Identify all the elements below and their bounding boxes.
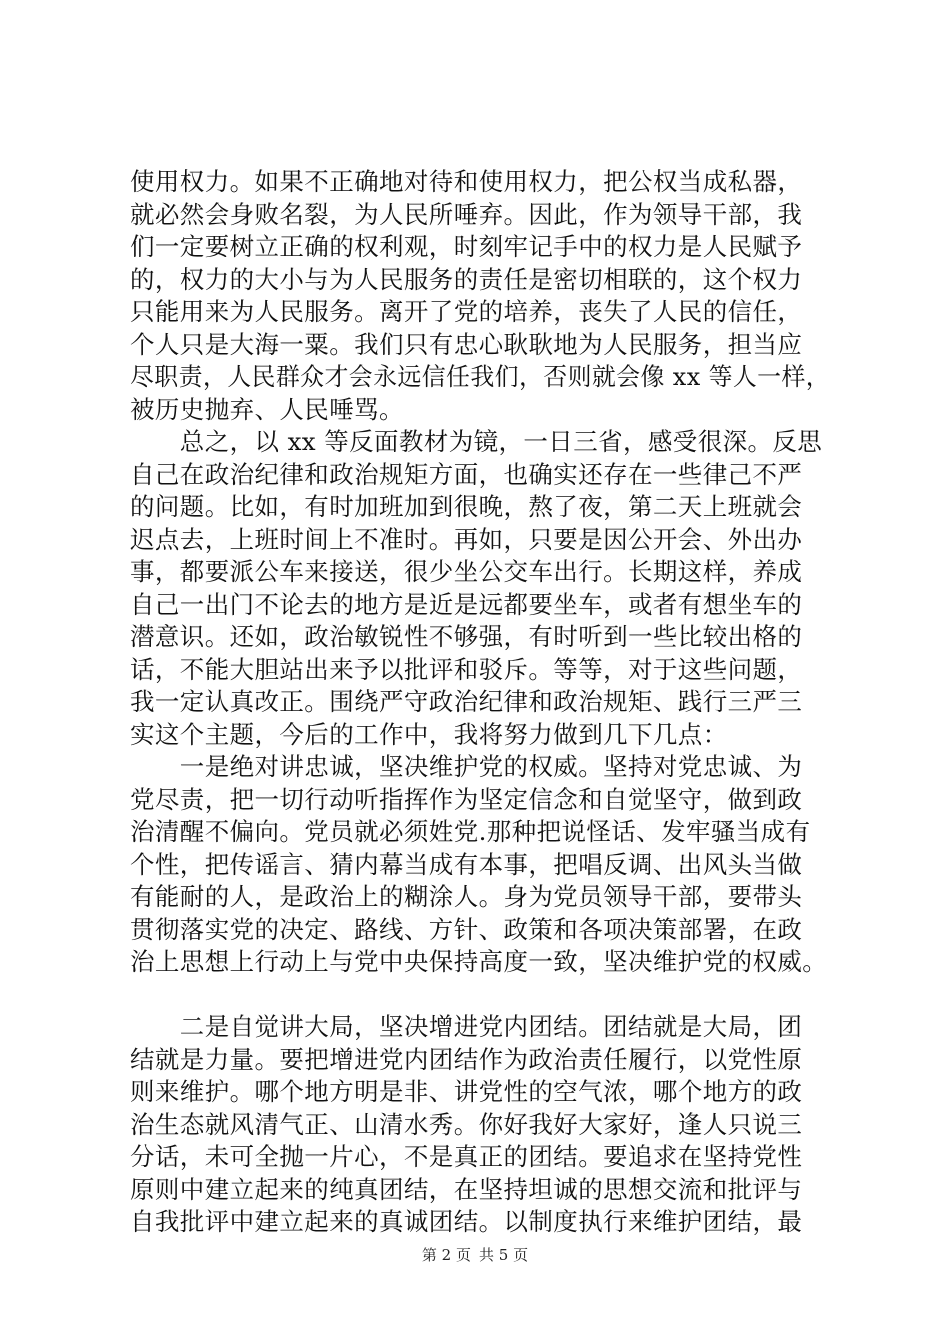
text-line: 就必然会身败名裂，为人民所唾弃。因此，作为领导干部，我 bbox=[130, 199, 803, 229]
text-line: 们一定要树立正确的权利观，时刻牢记手中的权力是人民赋予 bbox=[130, 232, 803, 261]
text-line: 二是自觉讲大局，坚决增进党内团结。团结就是大局，团 bbox=[130, 1012, 803, 1041]
text-line: 潜意识。还如，政治敏锐性不够强，有时听到一些比较出格的 bbox=[130, 622, 803, 651]
text-line: 使用权力。如果不正确地对待和使用权力，把公权当成私器， bbox=[130, 167, 803, 196]
text-line: 只能用来为人民服务。离开了党的培养，丧失了人民的信任， bbox=[130, 297, 803, 326]
page-footer bbox=[0, 1245, 950, 1265]
text-line: 一是绝对讲忠诚，坚决维护党的权威。坚持对党忠诚、为 bbox=[130, 752, 803, 781]
text-line: 个性，把传谣言、猜内幕当成有本事，把唱反调、出风头当做 bbox=[130, 849, 803, 879]
text-line: 则来维护。哪个地方明是非、讲党性的空气浓，哪个地方的政 bbox=[130, 1077, 803, 1106]
text-line: 结就是力量。要把增进党内团结作为政治责任履行，以党性原 bbox=[130, 1044, 803, 1074]
text-line: 被历史抛弃、人民唾骂。 bbox=[130, 394, 404, 424]
text-line: 治上思想上行动上与党中央保持高度一致，坚决维护党的权威。 bbox=[130, 947, 828, 976]
body-text bbox=[130, 166, 830, 1239]
page-number: 第 2 页 bbox=[421, 1246, 471, 1264]
text-line: 治生态就风清气正、山清水秀。你好我好大家好，逢人只说三 bbox=[130, 1109, 803, 1139]
text-line: 分话，未可全抛一片心，不是真正的团结。要追求在坚持党性 bbox=[130, 1142, 803, 1171]
text-line: 自己一出门不论去的地方是近是远都要坐车，或者有想坐车的 bbox=[130, 589, 803, 619]
text-line: 个人只是大海一粟。我们只有忠心耿耿地为人民服务，担当应 bbox=[130, 329, 803, 359]
text-line: 治清醒不偏向。党员就必须姓党.那种把说怪话、发牢骚当成有 bbox=[130, 817, 811, 846]
page-total: 共 5 页 bbox=[479, 1246, 529, 1264]
text-line: 有能耐的人，是政治上的糊涂人。身为党员领导干部，要带头 bbox=[130, 882, 803, 911]
text-line: 原则中建立起来的纯真团结，在坚持坦诚的思想交流和批评与 bbox=[130, 1174, 803, 1204]
text-line: 贯彻落实党的决定、路线、方针、政策和各项决策部署，在政 bbox=[130, 914, 803, 944]
text-line: 自我批评中建立起来的真诚团结。以制度执行来维护团结，最 bbox=[130, 1207, 803, 1236]
text-line: 总之，以 xx 等反面教材为镜，一日三省，感受很深。反思 bbox=[130, 427, 823, 456]
text-line: 迟点去，上班时间上不准时。再如，只要是因公开会、外出办 bbox=[130, 524, 803, 554]
text-line: 事，都要派公车来接送，很少坐公交车出行。长期这样，养成 bbox=[130, 557, 803, 586]
text-line: 的问题。比如，有时加班加到很晚，熬了夜，第二天上班就会 bbox=[130, 492, 803, 521]
text-line: 自己在政治纪律和政治规矩方面，也确实还存在一些律己不严 bbox=[130, 459, 803, 489]
text-line: 实这个主题，今后的工作中，我将努力做到几下几点： bbox=[130, 719, 728, 749]
text-line: 的，权力的大小与为人民服务的责任是密切相联的，这个权力 bbox=[130, 264, 803, 294]
paragraph-gap bbox=[130, 979, 830, 1012]
text-line: 尽职责，人民群众才会永远信任我们，否则就会像 xx 等人一样， bbox=[130, 362, 831, 391]
text-line: 我一定认真改正。围绕严守政治纪律和政治规矩、践行三严三 bbox=[130, 687, 803, 716]
text-line: 党尽责，把一切行动听指挥作为坚定信念和自觉坚守，做到政 bbox=[130, 784, 803, 814]
text-line: 话，不能大胆站出来予以批评和驳斥。等等，对于这些问题， bbox=[130, 654, 803, 684]
